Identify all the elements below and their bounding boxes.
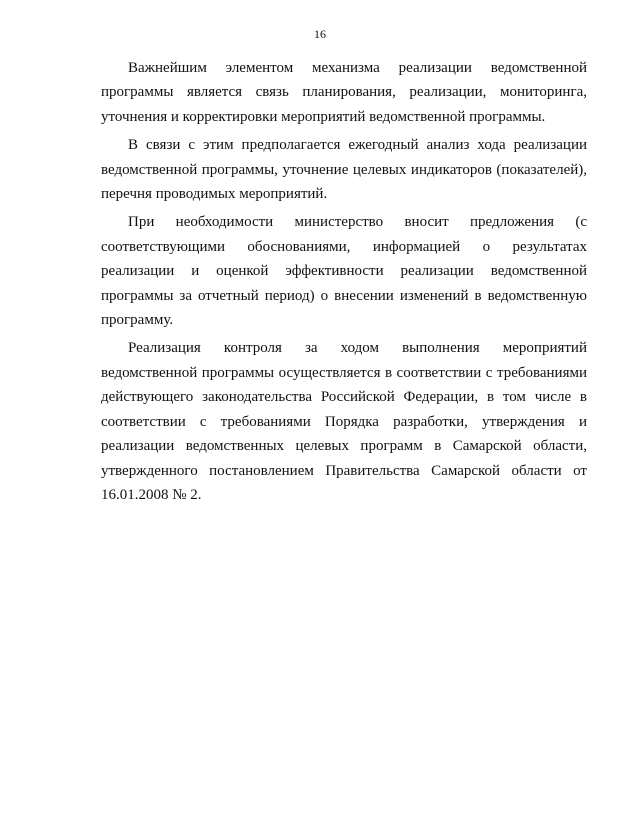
body-text bbox=[101, 56, 587, 507]
paragraph-annual-analysis: В связи с этим предполагается ежегодный анализ хода реализации ведомственной программы, уточнение целевых индикаторов (показателей), перечня проводимых мероприятий. bbox=[101, 137, 587, 203]
paragraph-control: Реализация контроля за ходом выполнения мероприятий ведомственной программы осуществляется в соответствии с требованиями действующего законодательства Российской Федерации, в том числе в соответствии с требованиями Порядка разработки, утверждения и реализации ведомственных целевых программ в Самарской области, утвержденного постановлением Правительства Самарской области от 16.01.2008 № 2. bbox=[101, 340, 587, 503]
paragraph-ministry-proposals: При необходимости министерство вносит предложения (с соответствующими обоснованиями, информацией о результатах реализации и оценкой эффективности реализации ведомственной программы за отчетный период) о внесении изменений в ведомственную программу. bbox=[101, 214, 587, 329]
paragraph-mechanism: Важнейшим элементом механизма реализации ведомственной программы является связь планирования, реализации, мониторинга, уточнения и корректировки мероприятий ведомственной программы. bbox=[101, 60, 587, 125]
page-number: 16 bbox=[314, 27, 326, 41]
